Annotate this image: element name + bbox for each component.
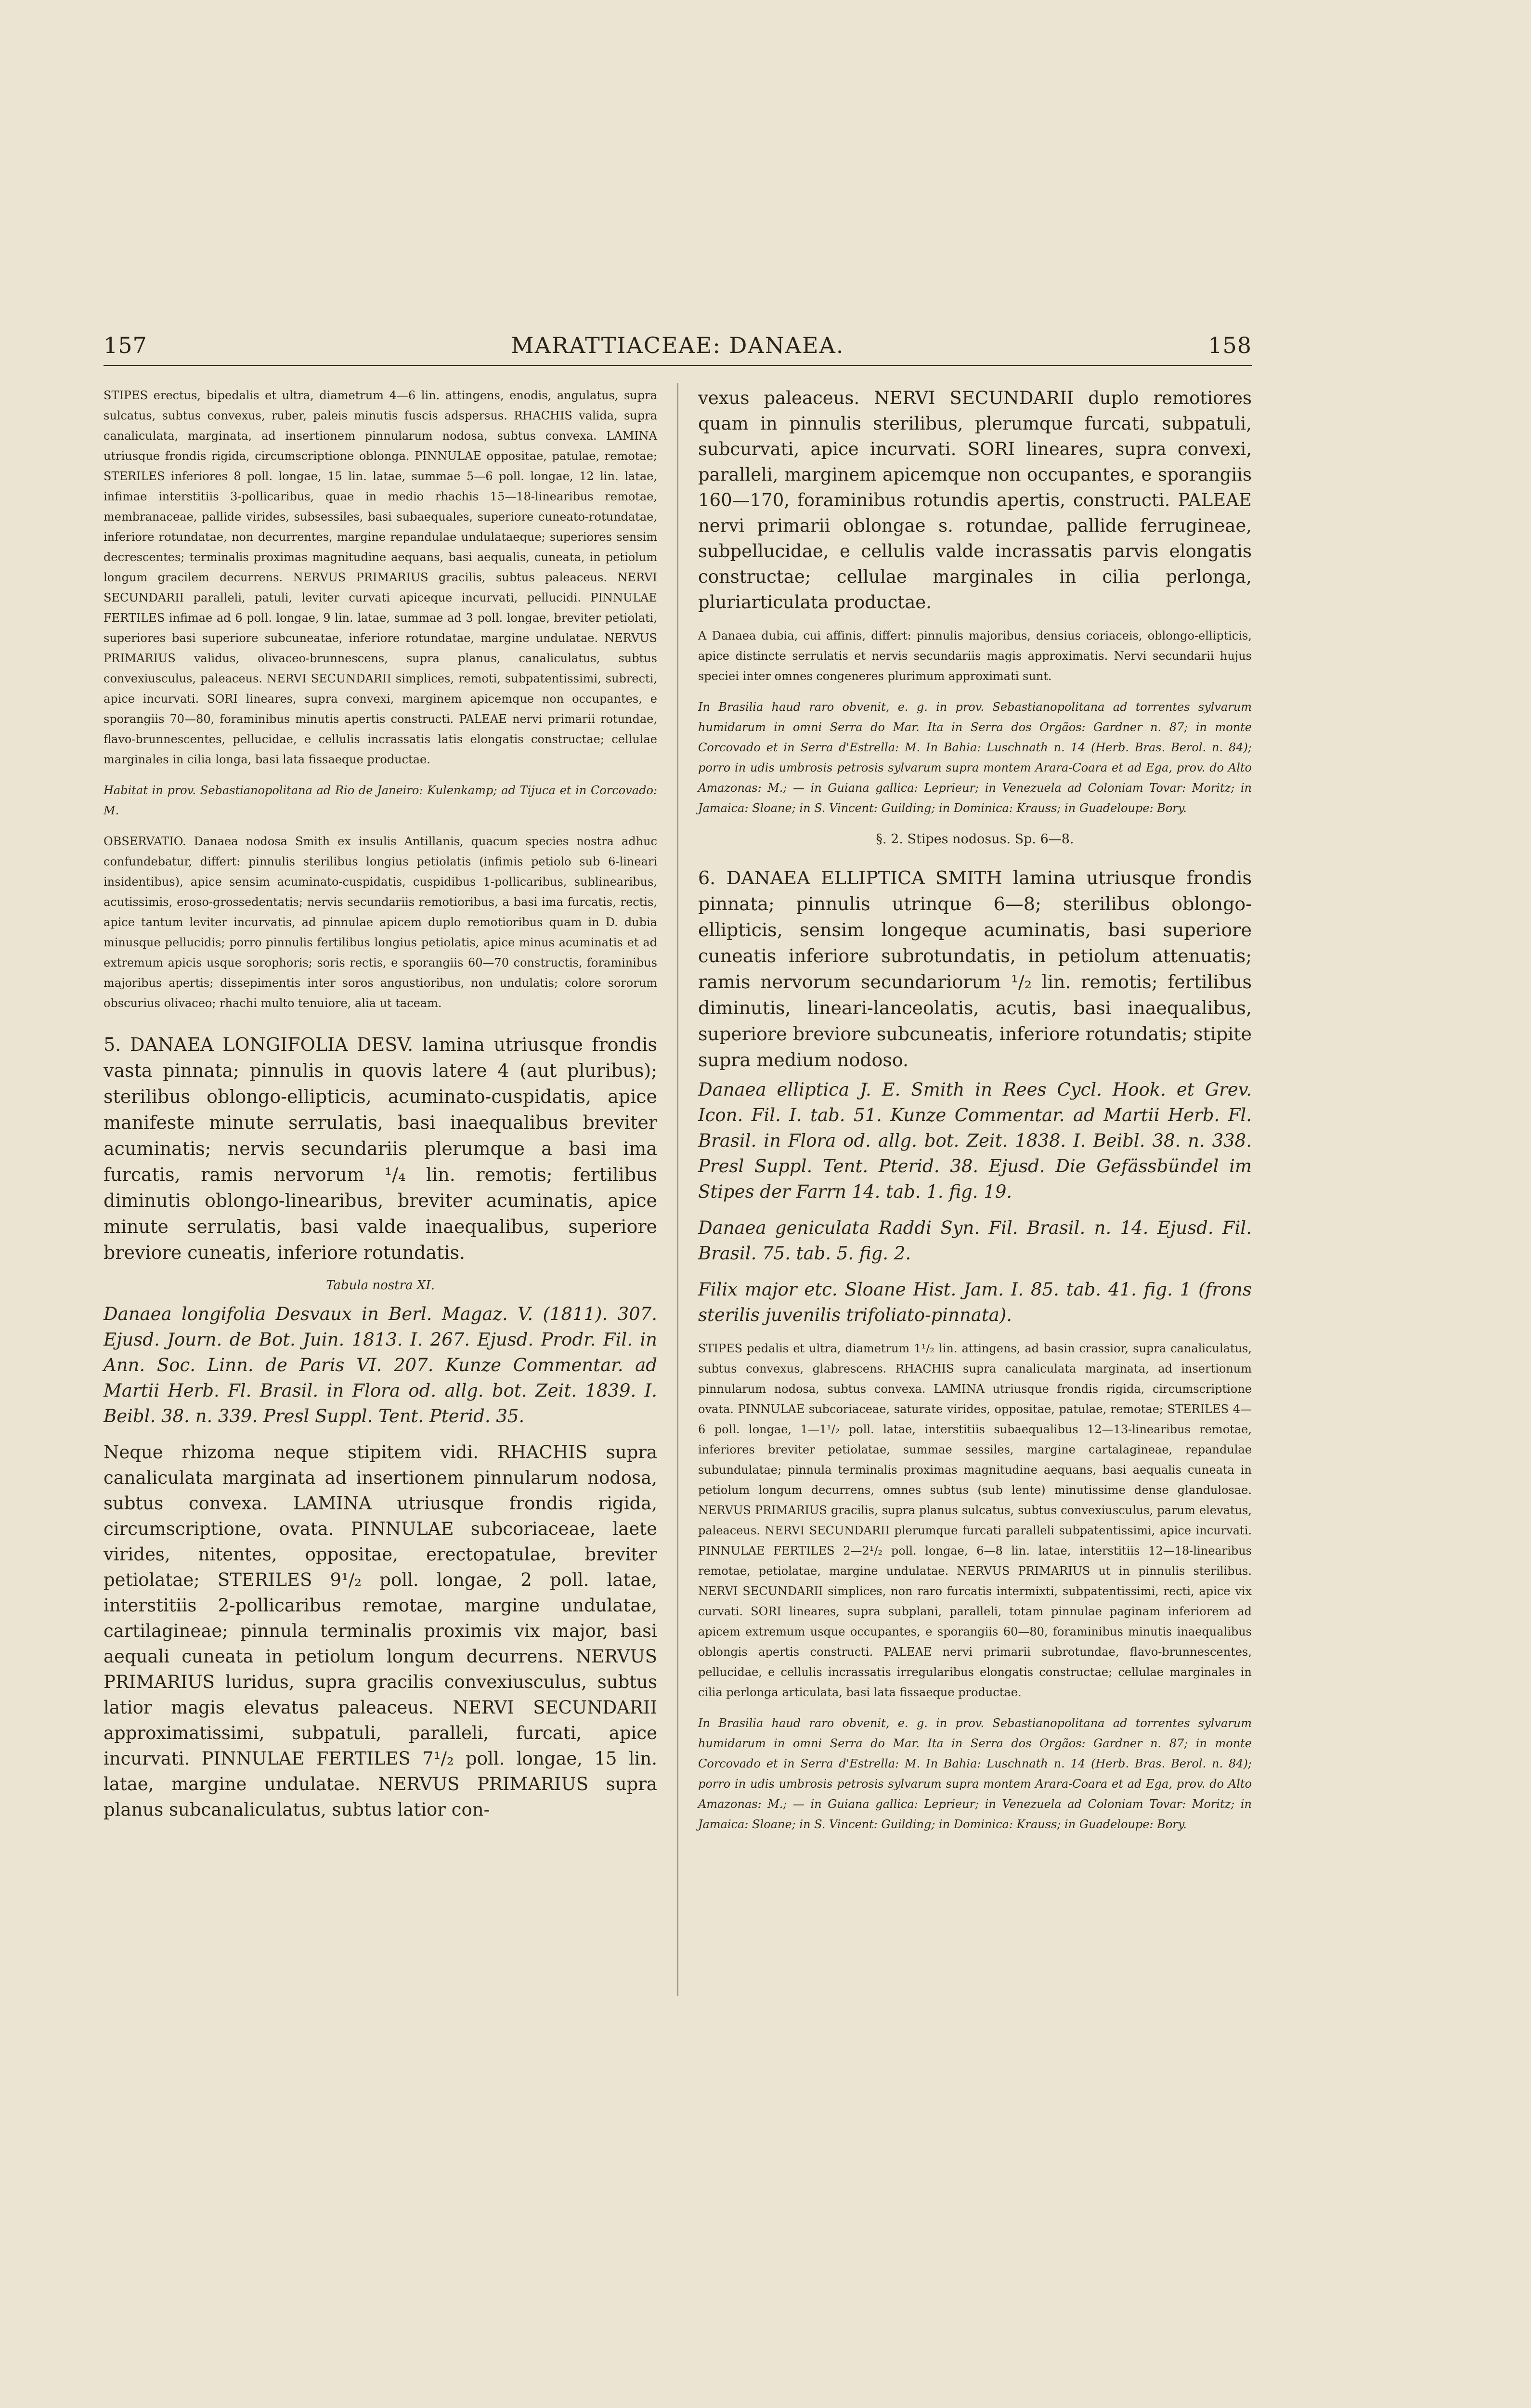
elliptica-description: STIPES pedalis et ultra, diametrum 1¹/₂ lin. attingens, ad basin crassior, supra canaliculatus, subtus convexus, glabrescens. RHACHIS supra canaliculata marginata, ad insertionum pinnularum nodosa, subtus convexa. LAMINA utriusque frondis rigida, circumscriptione ovata. PINNULAE subcoriaceae, saturate virides, oppositae, patulae, remotae; STERILES 4—6 poll. longae, 1—1¹/₂ poll. latae, interstitiis subaequalibus 12—13-linearibus remotae, inferiores breviter petiolatae, summae sessiles, margine cartalagineae, repandulae subundulatae; pinnula terminalis proximas magnitudine aequans, basi aequalis cuneata in petiolum longum decurrens, omnes subtus (sub lente) minutissime dense glandulosae. NERVUS PRIMARIUS gracilis, supra planus sulcatus, subtus convexiusculus, parum elevatus, paleaceus. NERVI SECUNDARII plerumque furcati paralleli subpatentissimi, apice incurvati. PINNULAE FERTILES 2—2¹/₂ poll. longae, 6—8 lin. latae, interstitiis 12—18-linearibus remotae, petiolatae, margine undulatae. NERVUS PRIMARIUS ut in pinnulis sterilibus. NERVI SECUNDARII simplices, non raro furcatis intermixti, subpatentissimi, recti, apice vix curvati. SORI lineares, supra subplani, paralleli, totam pinnulae paginam inferiorem ad apicem extremum usque occupantes, e sporangiis 60—80, foraminibus minutis inaequalibus oblongis apertis constructi. PALEAE nervi primarii subrotundae, flavo-brunnescentes, pellucidae, e cellulis incrassatis irregularibus elongatis constructae; cellulae marginales in cilia perlonga articulata, basi lata fissaeque productae. <box>698 1342 1252 1699</box>
longifolia-description-continued: vexus paleaceus. NERVI SECUNDARII duplo remotiores quam in pinnulis sterilibus, plerumque furcati, subpatuli, subcurvati, apice incurvati. SORI lineares, supra convexi, paralleli, marginem apicemque non occupantes, e sporangiis 160—170, foraminibus rotundis apertis, constructi. PALEAE nervi primarii oblongae s. rotundae, pallide ferrugineae, subpellucidae, e cellulis valde incrassatis parvis elongatis constructae; cellulae marginales in cilia perlonga, pluriarticulata productae. <box>698 388 1252 613</box>
longifolia-references: Danaea longifolia Desvaux in Berl. Magaz. V. (1811). 307. Ejusd. Journ. de Bot. Juin. 1813. I. 267. Ejusd. Prodr. Fil. in Ann. Soc. Linn. de Paris VI. 207. Kunze Commentar. ad Martii Herb. Fl. Brasil. in Flora od. allg. bot. Zeit. 1839. I. Beibl. 38. n. 339. Presl Suppl. Tent. Pterid. 35. <box>104 1304 657 1426</box>
page-number-left: 157 <box>104 332 147 358</box>
header-rule <box>104 365 1252 366</box>
left-column <box>104 385 657 1833</box>
species-6-heading: 6. DANAEA ELLIPTICA SMITH lamina utriusque frondis pinnata; pinnulis utrinque 6—8; sterilibus oblongo-ellipticis, sensim longeque acuminatis, basi superiore cuneatis inferiore subrotundatis, in petiolum attenuatis; ramis nervorum secundariorum ¹/₂ lin. remotis; fertilibus diminutis, lineari-lanceolatis, acutis, basi inaequalibus, superiore breviore subcuneatis, inferiore rotundatis; stipite supra medium nodoso. <box>698 867 1252 1071</box>
danaea-dubia-description: STIPES erectus, bipedalis et ultra, diametrum 4—6 lin. attingens, enodis, angulatus, supra sulcatus, subtus convexus, ruber, paleis minutis fuscis adspersus. RHACHIS valida, supra canaliculata, marginata, ad insertionem pinnularum nodosa, subtus convexa. LAMINA utriusque frondis rigida, circumscriptione oblonga. PINNULAE oppositae, patulae, remotae; STERILES inferiores 8 poll. longae, 15 lin. latae, summae 5—6 poll. longae, 12 lin. latae, infimae interstitiis 3-pollicaribus, quae in medio rhachis 15—18-linearibus remotae, membranaceae, pallide virides, subsessiles, basi subaequales, superiore cuneato-rotundatae, inferiore rotundatae, non decurrentes, margine repandulae undulataeque; superiores sensim decrescentes; terminalis proximas magnitudine aequans, basi aequalis, cuneata, in petiolum longum gracilem decurrens. NERVUS PRIMARIUS gracilis, subtus paleaceus. NERVI SECUNDARII paralleli, patuli, leviter curvati apiceque incurvati, pellucidi. PINNULAE FERTILES infimae ad 6 poll. longae, 9 lin. latae, summae ad 3 poll. longae, breviter petiolati, superiores basi superiore subcuneatae, inferiore rotundatae, margine undulatae. NERVUS PRIMARIUS validus, olivaceo-brunnescens, supra planus, canaliculatus, subtus convexiusculus, paleaceus. NERVI SECUNDARII simplices, remoti, subpatentissimi, subrecti, apice incurvati. SORI lineares, supra convexi, marginem apicemque non occupantes, e sporangiis 70—80, foraminibus minutis apertis constructi. PALEAE nervi primarii rotundae, flavo-brunnescentes, pellucidae, e cellulis incrassatis latis elongatis constructae; cellulae marginales in cilia longa, basi lata fissaeque productae. <box>104 389 657 766</box>
right-column <box>698 385 1252 1845</box>
running-title: MARATTIACEAE: DANAEA. <box>511 332 844 358</box>
elliptica-habitat: In Brasilia haud raro obvenit, e. g. in prov. Sebastianopolitana ad torrentes sylvarum humidarum in omni Serra do Mar. Ita in Serra dos Orgãos: Gardner n. 87; in monte Corcovado et in Serra d'Estrella: M. In Bahia: Luschnath n. 14 (Herb. Bras. Berol. n. 84); porro in udis umbrosis petrosis sylvarum supra montem Arara-Coara et ad Ega, prov. do Alto Amazonas: M.; — in Guiana gallica: Leprieur; in Venezuela ad Coloniam Tovar: Moritz; in Jamaica: Sloane; in S. Vincent: Guilding; in Dominica: Krauss; in Guadeloupe: Bory. <box>698 1716 1252 1831</box>
longifolia-habitat: In Brasilia haud raro obvenit, e. g. in prov. Sebastianopolitana ad torrentes sylvarum humidarum in omni Serra do Mar. Ita in Serra dos Orgãos: Gardner n. 87; in monte Corcovado et in Serra d'Estrella: M. In Bahia: Luschnath n. 14 (Herb. Bras. Berol. n. 84); porro in udis umbrosis petrosis sylvarum supra montem Arara-Coara et ad Ega, prov. do Alto Amazonas: M.; — in Guiana gallica: Leprieur; in Venezuela ad Coloniam Tovar: Moritz; in Jamaica: Sloane; in S. Vincent: Guilding; in Dominica: Krauss; in Guadeloupe: Bory. <box>698 700 1252 815</box>
page-number-right: 158 <box>1208 332 1252 358</box>
elliptica-synonym-2: Filix major etc. Sloane Hist. Jam. I. 85. tab. 41. fig. 1 (frons sterilis juvenilis trifoliato-pinnata). <box>698 1279 1252 1325</box>
observatio: OBSERVATIO. Danaea nodosa Smith ex insulis Antillanis, quacum species nostra adhuc confundebatur, differt: pinnulis sterilibus longius petiolatis (infimis petiolo sub 6-lineari insidentibus), apice sensim acuminato-cuspidatis, cuspidibus 1-pollicaribus, sublinearibus, acutissimis, eroso-grossedentatis; nervis secundariis remotioribus, a basi ima furcatis, rectis, apice tantum leviter incurvatis, ad pinnulae apicem duplo remotioribus quam in D. dubia minusque pellucidis; porro pinnulis fertilibus longius petiolatis, apice minus acuminatis et ad extremum apicis usque sorophoris; soris rectis, e sporangiis 60—70 constructis, foraminibus majoribus apertis; dissepimentis inter soros angustioribus, non undulatis; colore sororum obscurius olivaceo; rhachi multo tenuiore, alia ut taceam. <box>104 835 657 1010</box>
species-5-heading: 5. DANAEA LONGIFOLIA DESV. lamina utriusque frondis vasta pinnata; pinnulis in quovis latere 4 (aut pluribus); sterilibus oblongo-ellipticis, acuminato-cuspidatis, apice manifeste minute serrulatis, basi inaequalibus breviter acuminatis; nervis secundariis plerumque a basi ima furcatis, ramis nervorum ¹/₄ lin. remotis; fertilibus diminutis oblongo-linearibus, breviter acuminatis, apice minute serrulatis, basi valde inaequalibus, superiore breviore cuneatis, inferiore rotundatis. <box>104 1034 657 1263</box>
elliptica-synonym: Danaea geniculata Raddi Syn. Fil. Brasil. n. 14. Ejusd. Fil. Brasil. 75. tab. 5. fig. 2. <box>698 1217 1252 1264</box>
longifolia-description: Neque rhizoma neque stipitem vidi. RHACHIS supra canaliculata marginata ad insertionem pinnularum nodosa, subtus convexa. LAMINA utriusque frondis rigida, circumscriptione, ovata. PINNULAE subcoriaceae, laete virides, nitentes, oppositae, erectopatulae, breviter petiolatae; STERILES 9¹/₂ poll. longae, 2 poll. latae, interstitiis 2-pollicaribus remotae, margine undulatae, cartilagineae; pinnula terminalis proximis vix major, basi aequali cuneata in petiolum longum decurrens. NERVUS PRIMARIUS luridus, supra gracilis convexiusculus, subtus latior magis elevatus paleaceus. NERVI SECUNDARII approximatissimi, subpatuli, paralleli, furcati, apice incurvati. PINNULAE FERTILES 7¹/₂ poll. longae, 15 lin. latae, margine undulatae. NERVUS PRIMARIUS supra planus subcanaliculatus, subtus latior con- <box>104 1442 657 1820</box>
column-divider <box>677 383 678 1996</box>
dubia-habitat: Habitat in prov. Sebastianopolitana ad Rio de Janeiro: Kulenkamp; ad Tijuca et in Corcovado: M. <box>104 784 657 817</box>
dubia-comparison: A Danaea dubia, cui affinis, differt: pinnulis majoribus, densius coriaceis, oblongo-ellipticis, apice distincte serrulatis et nervis secundariis magis approximatis. Nervi secundarii hujus speciei inter omnes congeneres plurimum approximati sunt. <box>698 629 1252 683</box>
page-header <box>104 332 1252 366</box>
elliptica-references: Danaea elliptica J. E. Smith in Rees Cycl. Hook. et Grev. Icon. Fil. I. tab. 51. Kunze Commentar. ad Martii Herb. Fl. Brasil. in Flora od. allg. bot. Zeit. 1838. I. Beibl. 38. n. 338. Presl Suppl. Tent. Pterid. 38. Ejusd. Die Gefässbündel im Stipes der Farrn 14. tab. 1. fig. 19. <box>698 1079 1252 1202</box>
tabula-label: Tabula nostra XI. <box>326 1278 435 1293</box>
section-heading: §. 2. Stipes nodosus. Sp. 6—8. <box>876 832 1074 847</box>
